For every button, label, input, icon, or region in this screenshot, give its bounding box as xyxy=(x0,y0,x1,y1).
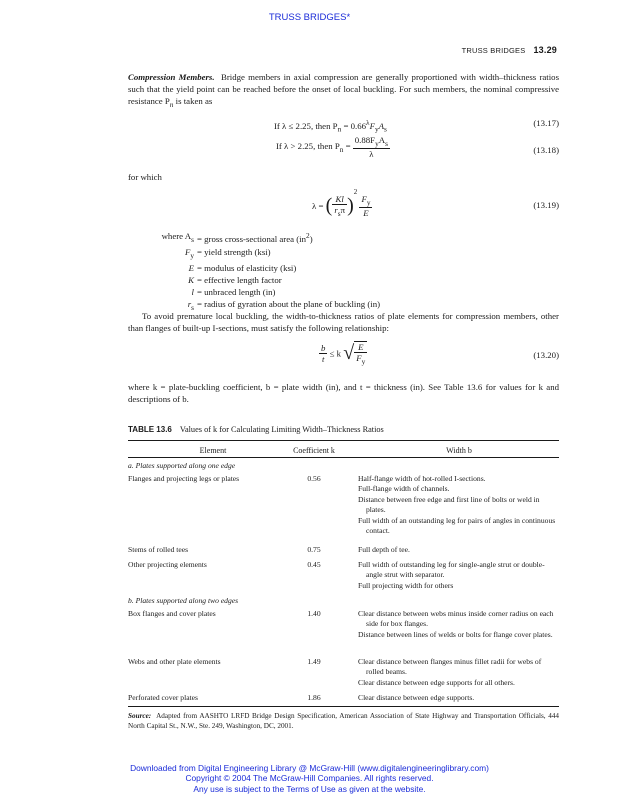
footer-terms-link[interactable]: Any use is subject to the Terms of Use as given at the website. xyxy=(193,783,426,794)
def-symbol: F xyxy=(184,246,191,257)
width-desc: Full width of outstanding leg for single-angle strut or double-angle strut with separator. xyxy=(358,560,545,580)
table-row-k: 0.75 xyxy=(307,545,321,554)
table-top-rule xyxy=(128,440,559,441)
eq18-num: 0.88F xyxy=(354,135,376,145)
download-footer xyxy=(0,763,619,794)
def-text: = effective length factor xyxy=(197,274,282,285)
eq20-num: b xyxy=(321,342,326,353)
table-source-note xyxy=(128,711,559,731)
eq18-num-sub: y xyxy=(375,138,379,148)
width-desc: Clear distance between webs minus inside corner radius on each side for box flanges. xyxy=(358,609,554,629)
running-head-title: TRUSS BRIDGES xyxy=(461,46,526,55)
def-sub: s xyxy=(191,302,194,312)
eq19-fnum-sub: y xyxy=(366,197,371,207)
section-a-heading: a. Plates supported along one edge xyxy=(128,461,236,470)
col-header-element: Element xyxy=(199,446,227,455)
eq18-den: λ xyxy=(369,148,374,159)
footer-download-link[interactable]: Downloaded from Digital Engineering Library @ McGraw-Hill (www.digitalengineeringlibrary.com) xyxy=(130,763,489,773)
def-text: = unbraced length (in) xyxy=(197,286,276,297)
eq18-num2: A xyxy=(378,135,386,145)
eq20-den: t xyxy=(321,353,325,364)
eq18-sub: n xyxy=(339,144,344,154)
width-desc: Distance between lines of welds or bolts for flange cover plates. xyxy=(358,629,553,639)
eq17-tail2: A xyxy=(378,120,385,131)
table-row-element: Stems of rolled tees xyxy=(128,545,189,554)
definition-row xyxy=(128,262,380,274)
def-text-end: ) xyxy=(309,233,313,244)
eq19-den: r xyxy=(334,205,338,216)
eq17-tail2-sub: s xyxy=(384,124,387,134)
variable-definitions xyxy=(128,230,380,313)
def-text: = modulus of elasticity (ksi) xyxy=(197,262,297,273)
definition-row xyxy=(128,286,380,298)
def-symbol: r xyxy=(187,298,192,309)
eq18-lhs: If λ > 2.25, then P xyxy=(276,140,340,151)
width-desc: Clear distance between edge supports for all others. xyxy=(358,677,515,687)
table-row-element: Box flanges and cover plates xyxy=(128,609,216,618)
eq17-lhs: If λ ≤ 2.25, then P xyxy=(274,120,338,131)
eq18-num2-sub: s xyxy=(385,138,388,148)
table-row-widths xyxy=(358,474,560,536)
eq17-rhs: = 0.66 xyxy=(341,120,367,131)
eq20-le: ≤ k xyxy=(329,348,342,359)
table-caption-text: Values of k for Calculating Limiting Width–Thickness Ratios xyxy=(179,425,384,434)
def-text: = yield strength (ksi) xyxy=(197,246,271,257)
width-desc: Distance between free edge and first line of bolts or weld in plates. xyxy=(358,494,540,515)
plate-buckling-paragraph: To avoid premature local buckling, the width-to-thickness ratios of plate elements for compression members, other than flanges of built-up I-sections, must satisfy the following relationship: xyxy=(128,311,559,334)
def-sup: 2 xyxy=(306,231,310,240)
def-symbol: where A xyxy=(161,231,192,241)
eq17-tail: F xyxy=(369,120,375,131)
eq19-exp: 2 xyxy=(353,188,358,196)
def-symbol: E xyxy=(188,262,194,273)
footer-copyright: Copyright © 2004 The McGraw-Hill Companies. All rights reserved. xyxy=(185,773,434,784)
eq17-sup: λ xyxy=(366,118,370,127)
top-banner-link[interactable]: TRUSS BRIDGES* xyxy=(268,12,351,23)
eq19-den-sub: s xyxy=(337,208,341,218)
eq17-tail-sub: y xyxy=(374,124,379,134)
table-bottom-rule xyxy=(128,706,559,707)
table-row-element: Other projecting elements xyxy=(128,560,207,569)
definition-row xyxy=(128,246,380,262)
equation-13-19: λ = ( $\frac{Kl}{r_s\pi}$ )$^2$ $\frac{F_y}{E}$ xyxy=(312,188,371,218)
col-header-coefficient: Coefficient k xyxy=(293,446,335,455)
table-row-element: Perforated cover plates xyxy=(128,693,198,702)
def-sub: s xyxy=(191,234,194,244)
intro-runin-heading: Compression Members. xyxy=(128,72,215,82)
def-sub: y xyxy=(190,250,194,260)
equation-13-18 xyxy=(276,135,390,159)
eq20-rden: F xyxy=(356,353,362,363)
eq19-number: (13.19) xyxy=(533,200,559,210)
table-row-widths xyxy=(358,657,560,688)
for-which: for which xyxy=(128,172,162,182)
eq19-num: Kl xyxy=(335,194,344,205)
table-row-element: Webs and other plate elements xyxy=(128,657,221,666)
width-desc: Clear distance between flanges minus fillet radii for webs of rolled beams. xyxy=(358,657,542,677)
table-row-widths xyxy=(358,560,560,591)
intro-text: Bridge members in axial compression are generally proportioned with width–thickness ratios such that the yield point can be reached before the onset of local buckling. For such members, the nominal compressive resistance P xyxy=(128,72,559,107)
intro-text-end: is taken as xyxy=(173,96,213,107)
intro-sub: n xyxy=(169,100,174,110)
eq19-fnum: F xyxy=(361,194,367,205)
page-number: 13.29 xyxy=(533,45,557,55)
table-label: TABLE 13.6 xyxy=(128,425,172,434)
intro-paragraph xyxy=(128,71,559,111)
width-desc: Full depth of tee. xyxy=(358,545,410,554)
eq20-rnum: E xyxy=(358,342,364,352)
table-row-k: 1.86 xyxy=(307,693,321,702)
table-row-k: 1.49 xyxy=(307,657,321,666)
col-header-width: Width b xyxy=(446,446,472,455)
running-head xyxy=(462,45,557,55)
table-caption xyxy=(128,425,384,434)
section-b-heading: b. Plates supported along two edges xyxy=(128,596,239,605)
width-desc: Full-flange width of channels. xyxy=(358,484,450,494)
def-symbol: K xyxy=(188,274,194,285)
table-row-k: 0.45 xyxy=(307,560,321,569)
table-row-widths xyxy=(358,609,560,640)
eq17-sub: n xyxy=(337,124,342,134)
table-reference-paragraph: where k = plate-buckling coefficient, b = plate width (in), and t = thickness (in). See Table 13.6 for values for k and descriptions of b. xyxy=(128,382,559,405)
eq20-rden-sub: y xyxy=(361,356,366,366)
equation-13-17 xyxy=(274,118,387,134)
eq19-fden: E xyxy=(363,207,369,218)
eq18-number: (13.18) xyxy=(533,145,559,155)
eq19-den2: π xyxy=(340,205,346,216)
width-desc: Full projecting width for others xyxy=(358,580,454,590)
table-row-k: 0.56 xyxy=(307,474,321,483)
width-desc: Clear distance between edge supports. xyxy=(358,693,475,702)
width-desc: Half-flange width of hot-rolled I-sections. xyxy=(358,474,486,483)
def-text: = radius of gyration about the plane of buckling (in) xyxy=(197,298,381,309)
definition-row xyxy=(128,274,380,286)
width-desc: Full width of an outstanding leg for pairs of angles in continuous contact. xyxy=(358,515,556,536)
source-text: Adapted from AASHTO LRFD Bridge Design Specification, American Association of State Highway and Transportation Officials, 444 North Capital St., N.W., Ste. 249, Washington, DC, 2001. xyxy=(128,712,559,730)
source-label: Source: xyxy=(128,712,152,720)
table-row-element: Flanges and projecting legs or plates xyxy=(128,474,240,483)
table-header-rule xyxy=(128,457,559,458)
equation-13-20: $\frac{b}{t}$ ≤ k √ $\frac{E}{F_y}$ xyxy=(321,341,366,366)
table-row-widths xyxy=(358,545,560,555)
def-text: = gross cross-sectional area (in xyxy=(197,233,307,244)
eq17-number: (13.17) xyxy=(533,118,559,128)
table-row-k: 1.40 xyxy=(307,609,321,618)
eq18-eq: = xyxy=(343,140,351,151)
eq20-number: (13.20) xyxy=(533,350,559,360)
eq19-lhs: λ = xyxy=(312,200,324,211)
definition-row xyxy=(128,230,380,246)
table-row-widths xyxy=(358,693,560,703)
def-symbol: l xyxy=(191,286,194,297)
